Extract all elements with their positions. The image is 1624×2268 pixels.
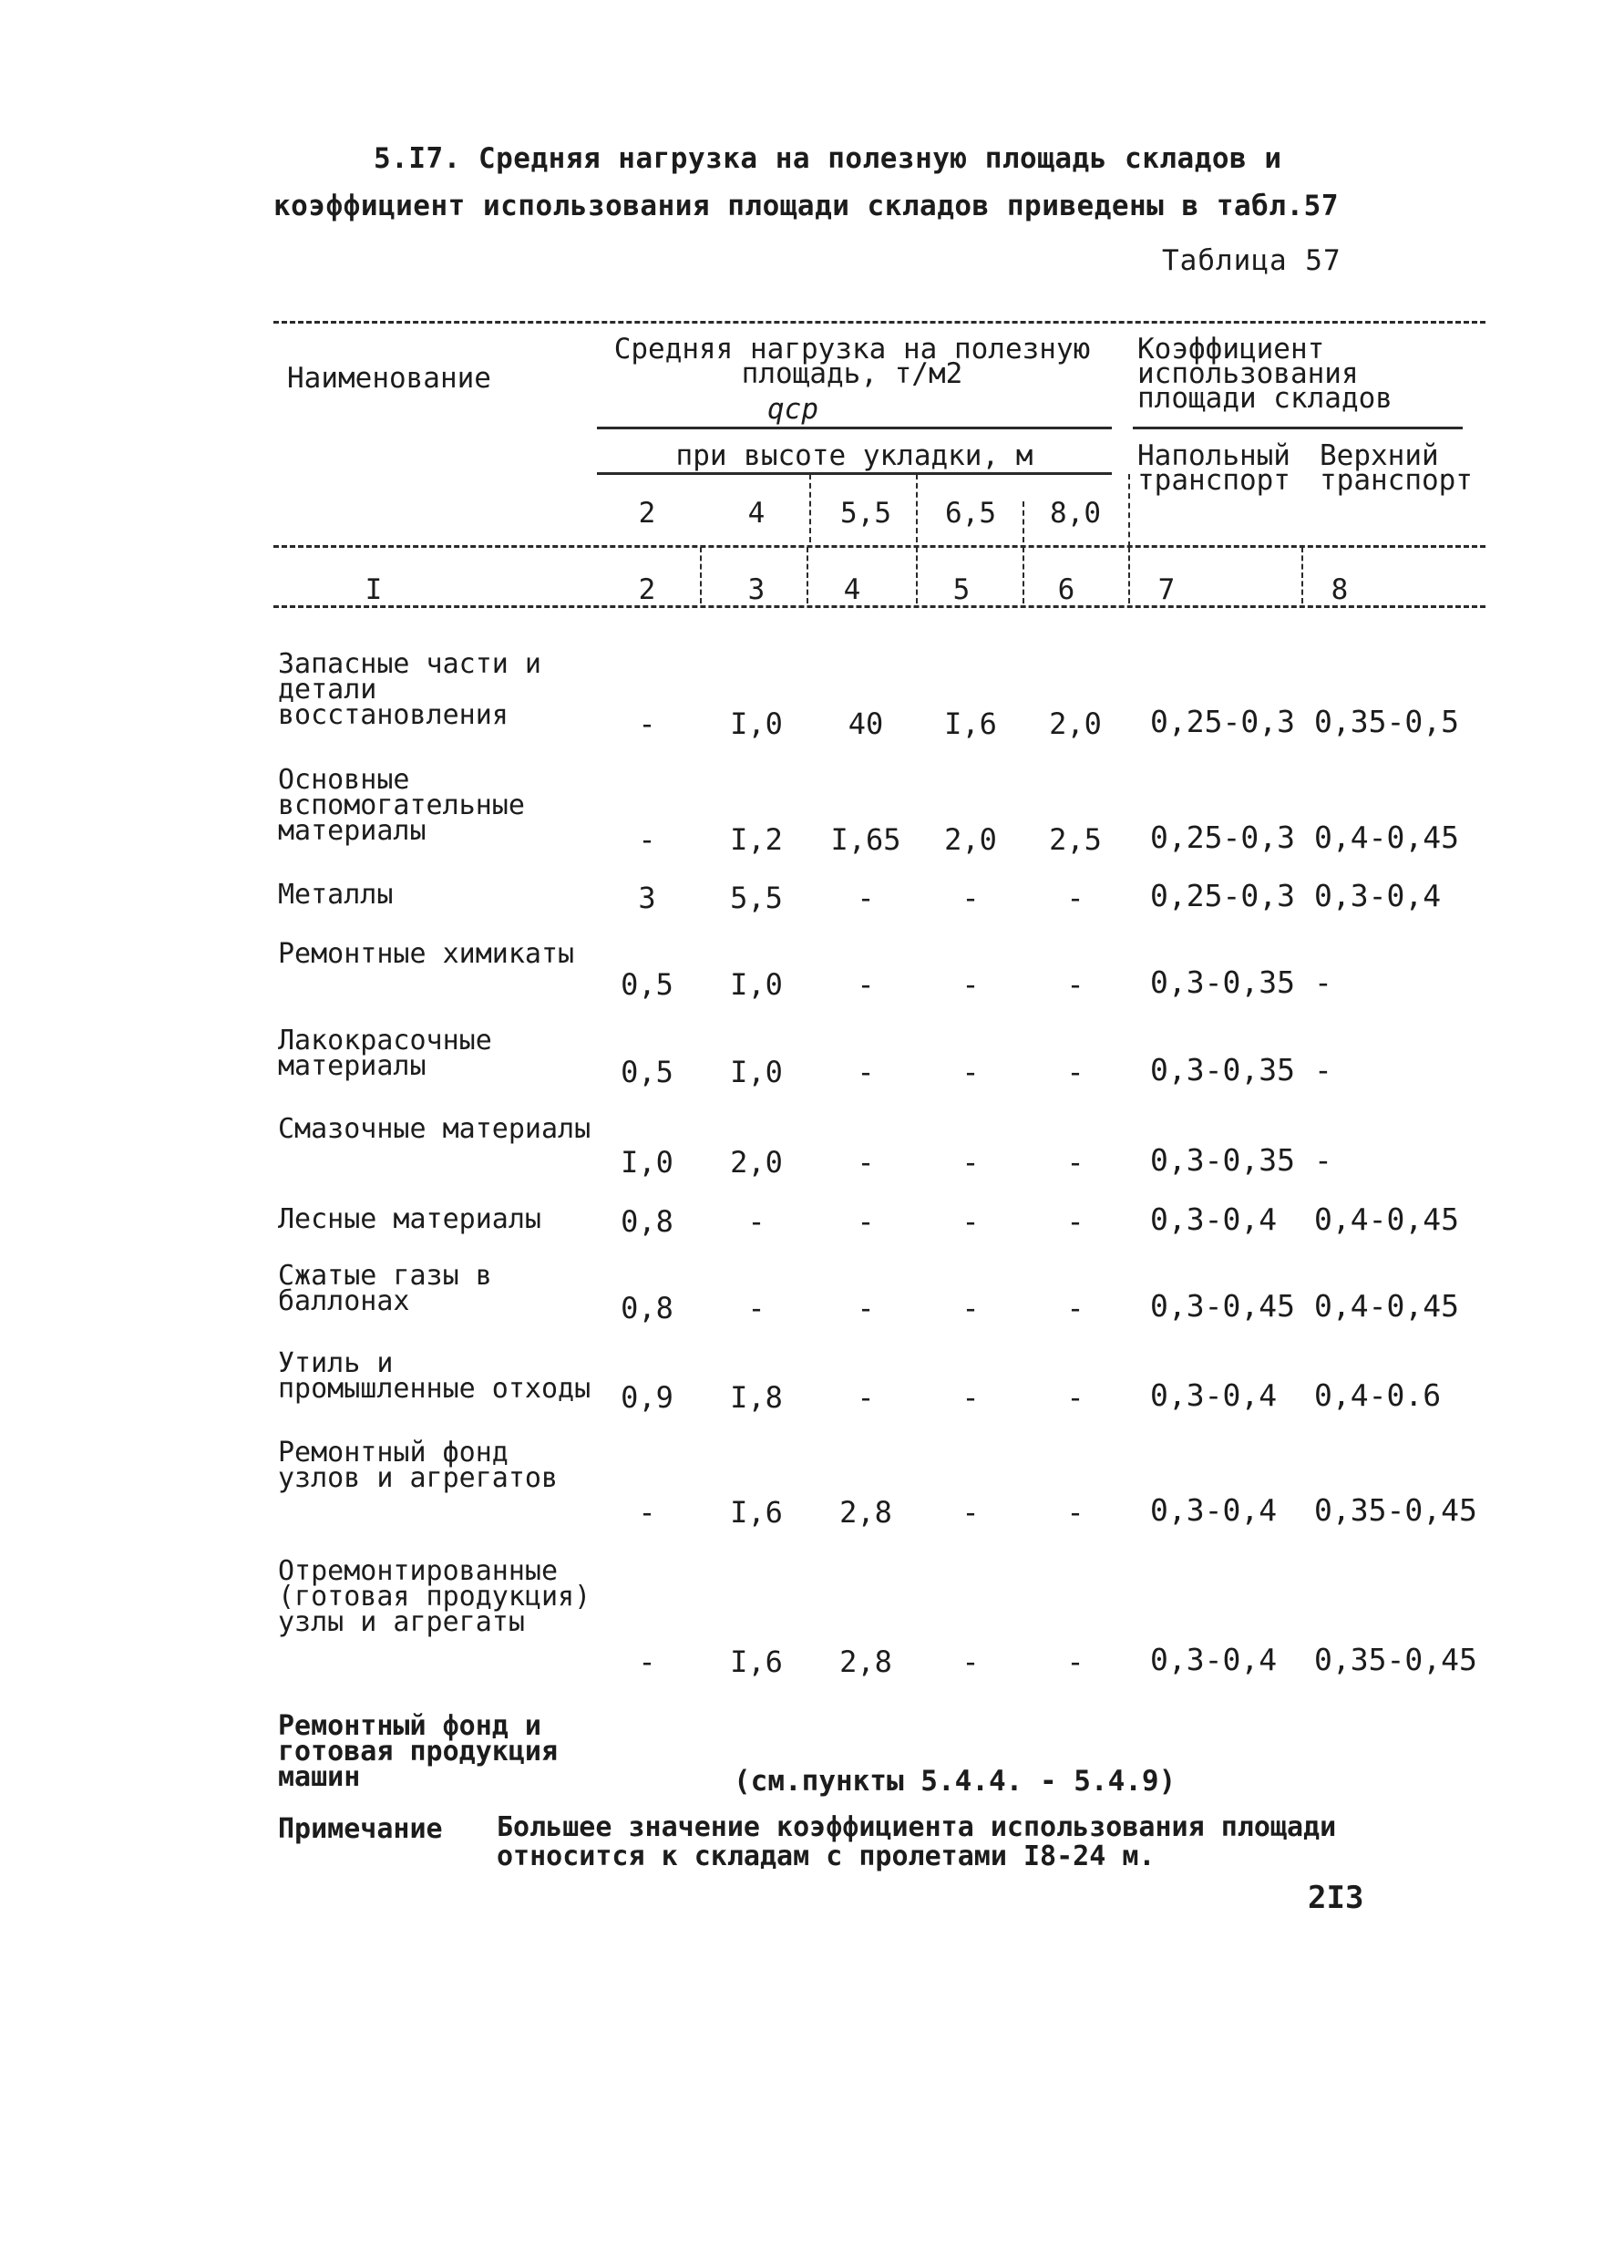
cell-h80: -	[1066, 967, 1084, 1002]
row-name: Металлы	[278, 879, 394, 911]
colnum-sep-1	[700, 547, 702, 603]
cell-floor: 0,3-0,35	[1150, 1052, 1295, 1088]
row-name: Утиль и промышленные отходы	[278, 1347, 591, 1405]
header-height-5-5: 5,5	[840, 497, 891, 530]
colnum-sep-3	[916, 547, 918, 603]
row-name: Отремонтированные (готовая продукция) узлы и агрегаты	[278, 1555, 591, 1638]
cell-floor: 0,3-0,45	[1150, 1288, 1295, 1324]
header-height: при высоте укладки, м	[675, 439, 1033, 472]
cell-h80: -	[1066, 881, 1084, 915]
cell-h55: 2,8	[839, 1644, 892, 1679]
header-name: Наименование	[287, 362, 491, 395]
cell-h2: 0,5	[621, 1055, 673, 1089]
cell-h4: 2,0	[730, 1145, 783, 1180]
header-height-2: 2	[638, 497, 656, 530]
cell-h65: -	[961, 1380, 980, 1415]
cell-h4: I,6	[730, 1644, 783, 1679]
cell-h2: -	[638, 706, 656, 741]
cell-overhead: 0,4-0.6	[1314, 1377, 1442, 1413]
row-name: Ремонтный фонд узлов и агрегатов	[278, 1437, 559, 1494]
cell-h2: 0,8	[621, 1291, 673, 1325]
cell-floor: 0,25-0,3	[1150, 820, 1295, 855]
cell-h4: I,0	[730, 967, 783, 1002]
colnum-1: I	[365, 573, 383, 606]
cell-h65: -	[961, 881, 980, 915]
cell-h65: -	[961, 1055, 980, 1089]
colnum-3: 3	[747, 573, 766, 606]
colnum-2: 2	[638, 573, 656, 606]
row-reference: (см.пункты 5.4.4. - 5.4.9)	[734, 1765, 1177, 1798]
note-text: Большее значение коэффициента использования площади относится к складам с пролетами I8-24 м.	[497, 1811, 1337, 1872]
cell-h55: -	[857, 1291, 875, 1325]
cell-overhead: -	[1314, 964, 1332, 1000]
cell-h2: -	[638, 1644, 656, 1679]
row-name: Запасные части и детали восстановления	[278, 648, 541, 731]
cell-h65: -	[961, 967, 980, 1002]
cell-h4: -	[747, 1204, 766, 1239]
row-name: Лесные материалы	[278, 1203, 541, 1235]
cell-floor: 0,3-0,35	[1150, 964, 1295, 1000]
cell-h80: -	[1066, 1644, 1084, 1679]
row-name: Ремонтные химикаты	[278, 938, 575, 970]
note-label: Примечание	[278, 1813, 443, 1845]
colnum-8: 8	[1331, 573, 1349, 606]
header-coef-underline	[1133, 427, 1463, 429]
cell-h55: I,65	[830, 822, 901, 857]
cell-h2: 0,5	[621, 967, 673, 1002]
table-top-rule	[273, 321, 1485, 324]
cell-floor: 0,3-0,35	[1150, 1142, 1295, 1178]
cell-h65: -	[961, 1495, 980, 1530]
cell-h80: -	[1066, 1145, 1084, 1180]
cell-h55: 40	[848, 706, 884, 741]
cell-h80: -	[1066, 1055, 1084, 1089]
cell-overhead: -	[1314, 1142, 1332, 1178]
cell-h80: -	[1066, 1380, 1084, 1415]
cell-h4: I,2	[730, 822, 783, 857]
header-load: Средняя нагрузка на полезную площадь, т/м2	[613, 333, 1091, 390]
cell-overhead: 0,3-0,4	[1314, 878, 1442, 913]
cell-h55: -	[857, 881, 875, 915]
cell-h2: -	[638, 1495, 656, 1530]
cell-h65: -	[961, 1204, 980, 1239]
cell-floor: 0,25-0,3	[1150, 878, 1295, 913]
header-load-underline	[597, 427, 1112, 429]
cell-h80: -	[1066, 1204, 1084, 1239]
cell-h80: -	[1066, 1291, 1084, 1325]
cell-overhead: 0,4-0,45	[1314, 1288, 1459, 1324]
cell-h80: 2,5	[1049, 822, 1102, 857]
colnum-7: 7	[1157, 573, 1176, 606]
header-coef: Коэффициент использования площади складов	[1137, 333, 1393, 415]
cell-h4: -	[747, 1291, 766, 1325]
cell-floor: 0,25-0,3	[1150, 704, 1295, 739]
cell-floor: 0,3-0,4	[1150, 1642, 1278, 1677]
cell-h55: -	[857, 1055, 875, 1089]
header-sep-4	[1128, 474, 1130, 547]
cell-h65: -	[961, 1644, 980, 1679]
header-load-handwritten: qср	[767, 393, 818, 426]
colnum-sep-2	[807, 547, 808, 603]
cell-h4: I,6	[730, 1495, 783, 1530]
row-name: Сжатые газы в баллонах	[278, 1260, 492, 1317]
table-caption: Таблица 57	[1162, 244, 1341, 277]
header-bottom-rule	[273, 545, 1485, 548]
header-sep-2	[916, 474, 918, 542]
cell-h2: 0,9	[621, 1380, 673, 1415]
colnum-bottom-rule	[273, 605, 1485, 608]
row-name: Основные вспомогательные материалы	[278, 764, 525, 847]
cell-h2: I,0	[621, 1145, 673, 1180]
cell-h55: -	[857, 967, 875, 1002]
header-height-4: 4	[747, 497, 766, 530]
cell-h2: -	[638, 822, 656, 857]
header-height-8-0: 8,0	[1050, 497, 1101, 530]
cell-overhead: 0,35-0,45	[1314, 1642, 1477, 1677]
header-sep-3	[1023, 501, 1024, 542]
header-overhead: Верхний транспорт	[1320, 439, 1473, 497]
cell-h65: -	[961, 1291, 980, 1325]
cell-h80: -	[1066, 1495, 1084, 1530]
cell-overhead: -	[1314, 1052, 1332, 1088]
cell-h55: -	[857, 1204, 875, 1239]
page-number: 2I3	[1308, 1880, 1364, 1916]
cell-h4: I,8	[730, 1380, 783, 1415]
colnum-6: 6	[1057, 573, 1075, 606]
cell-h4: 5,5	[730, 881, 783, 915]
header-height-6-5: 6,5	[945, 497, 996, 530]
colnum-4: 4	[843, 573, 861, 606]
cell-overhead: 0,4-0,45	[1314, 1201, 1459, 1237]
cell-overhead: 0,35-0,45	[1314, 1492, 1477, 1528]
cell-h65: -	[961, 1145, 980, 1180]
cell-h4: I,0	[730, 1055, 783, 1089]
cell-floor: 0,3-0,4	[1150, 1492, 1278, 1528]
cell-h4: I,0	[730, 706, 783, 741]
cell-h80: 2,0	[1049, 706, 1102, 741]
cell-overhead: 0,35-0,5	[1314, 704, 1459, 739]
row-name: Смазочные материалы	[278, 1113, 591, 1145]
cell-h55: 2,8	[839, 1495, 892, 1530]
colnum-sep-6	[1301, 547, 1303, 603]
colnum-sep-5	[1128, 547, 1130, 603]
cell-h2: 0,8	[621, 1204, 673, 1239]
colnum-sep-4	[1023, 547, 1024, 603]
row-name: Ремонтный фонд и готовая продукция машин	[278, 1710, 559, 1793]
colnum-5: 5	[952, 573, 971, 606]
row-name: Лакокрасочные материалы	[278, 1025, 492, 1082]
header-floor: Напольный транспорт	[1137, 439, 1290, 497]
section-heading: 5.I7. Средняя нагрузка на полезную площадь складов и коэффициент использования площади складов приведены в табл.57	[273, 142, 1339, 222]
cell-floor: 0,3-0,4	[1150, 1201, 1278, 1237]
cell-h65: 2,0	[944, 822, 997, 857]
cell-h2: 3	[638, 881, 656, 915]
header-height-underline	[597, 472, 1112, 475]
cell-h65: I,6	[944, 706, 997, 741]
cell-h55: -	[857, 1145, 875, 1180]
header-sep-1	[809, 474, 811, 542]
cell-h55: -	[857, 1380, 875, 1415]
cell-floor: 0,3-0,4	[1150, 1377, 1278, 1413]
cell-overhead: 0,4-0,45	[1314, 820, 1459, 855]
